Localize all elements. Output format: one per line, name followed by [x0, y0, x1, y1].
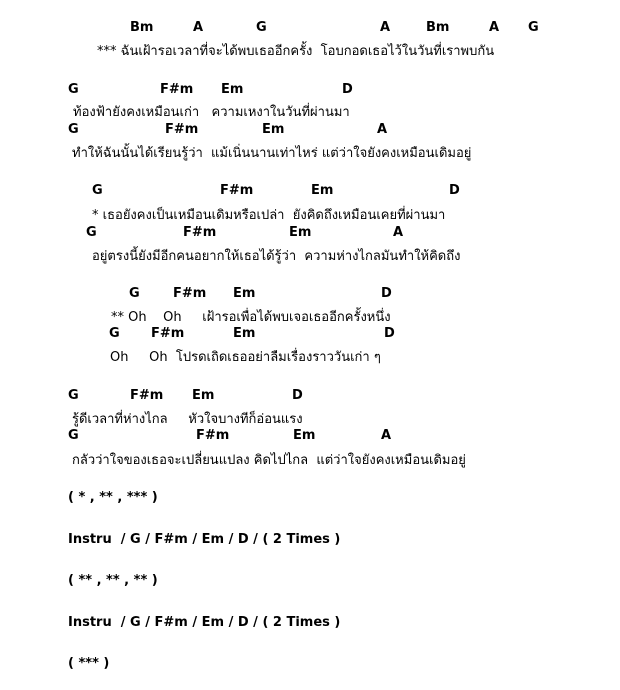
repeat-marker-2: ( ** , ** , ** ): [68, 573, 158, 588]
chord: A: [377, 122, 388, 137]
chord: Bm: [426, 20, 450, 35]
chord: Em: [289, 225, 312, 240]
verse1-lyric-2: ทำให้ฉันนั้นได้เรียนรู้ว่า แม้เนิ่นนานเท่าไหร่ แต่ว่าใจยังคงเหมือนเดิมอยู่: [72, 146, 472, 161]
chord: G: [86, 225, 97, 240]
chord: F#m: [130, 388, 164, 403]
chord: Em: [233, 286, 256, 301]
chorus-lyric-1: ** Oh Oh เฝ้ารอเพื่อได้พบเจอเธออีกครั้งหนึ่ง: [111, 310, 391, 325]
verse2-lyric-2: อยู่ตรงนี้ยังมีอีกคนอยากให้เธอได้รู้ว่า ความห่างไกลมันทำให้คิดถึง: [92, 249, 461, 264]
chord: Em: [221, 82, 244, 97]
chord: G: [528, 20, 539, 35]
chord: A: [380, 20, 391, 35]
chord: D: [342, 82, 353, 97]
chord: G: [109, 326, 120, 341]
chord: F#m: [196, 428, 230, 443]
chord: F#m: [173, 286, 207, 301]
verse3-lyric-2: กลัวว่าใจของเธอจะเปลี่ยนแปลง คิดไปไกล แต่ว่าใจยังคงเหมือนเดิมอยู่: [72, 453, 466, 468]
chord: Em: [262, 122, 285, 137]
intro-lyric: *** ฉันเฝ้ารอเวลาที่จะได้พบเธออีกครั้ง โอบกอดเธอไว้ในวันที่เราพบกัน: [97, 44, 495, 59]
chord: Em: [233, 326, 256, 341]
chord: Bm: [130, 20, 154, 35]
chord: F#m: [220, 183, 254, 198]
chord: G: [256, 20, 267, 35]
repeat-marker-1: ( * , ** , *** ): [68, 490, 158, 505]
chord: F#m: [183, 225, 217, 240]
chord: G: [68, 82, 79, 97]
chord: F#m: [160, 82, 194, 97]
verse2-lyric-1: * เธอยังคงเป็นเหมือนเดิมหรือเปล่า ยังคิดถึงเหมือนเคยที่ผ่านมา: [92, 208, 446, 223]
chord: Em: [192, 388, 215, 403]
chord: G: [68, 428, 79, 443]
chord: A: [393, 225, 404, 240]
repeat-marker-3: ( *** ): [68, 656, 110, 671]
chord: D: [292, 388, 303, 403]
chord: A: [193, 20, 204, 35]
chord: G: [68, 388, 79, 403]
chord: G: [68, 122, 79, 137]
chord: Em: [293, 428, 316, 443]
chord: D: [381, 286, 392, 301]
instrumental-line-2: Instru / G / F#m / Em / D / ( 2 Times ): [68, 615, 341, 630]
chord: D: [449, 183, 460, 198]
chord: F#m: [151, 326, 185, 341]
chord: G: [92, 183, 103, 198]
chord: Em: [311, 183, 334, 198]
chord: A: [489, 20, 500, 35]
chord: D: [384, 326, 395, 341]
instrumental-line-1: Instru / G / F#m / Em / D / ( 2 Times ): [68, 532, 341, 547]
chord: F#m: [165, 122, 199, 137]
chord: G: [129, 286, 140, 301]
verse3-lyric-1: รู้ดีเวลาที่ห่างไกล หัวใจบางทีก็อ่อนแรง: [72, 412, 303, 427]
chorus-lyric-2: Oh Oh โปรดเถิดเธออย่าลืมเรื่องราววันเก่า ๆ: [110, 350, 381, 365]
chord: A: [381, 428, 392, 443]
verse1-lyric-1: ท้องฟ้ายังคงเหมือนเก่า ความเหงาในวันที่ผ่านมา: [73, 105, 350, 120]
